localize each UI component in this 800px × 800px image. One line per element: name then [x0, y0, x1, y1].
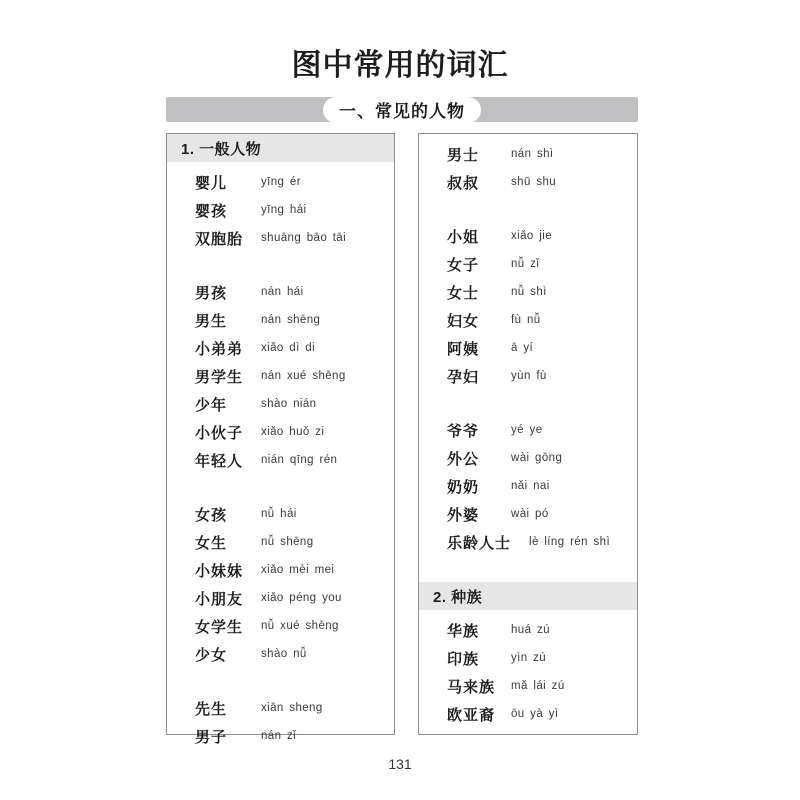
vocabulary-entry — [419, 500, 637, 528]
entry-list — [419, 610, 637, 728]
entry-pinyin: nǚ hái — [261, 508, 297, 520]
entry-hanzi: 男学生 — [195, 368, 244, 386]
entry-pinyin: huá zú — [511, 624, 550, 636]
entry-hanzi: 小姐 — [447, 228, 480, 246]
section-banner-label: 一、常见的人物 — [339, 102, 465, 121]
section-banner-pill — [323, 97, 481, 123]
entry-pinyin: nán zǐ — [261, 730, 297, 742]
entry-pinyin: ōu yà yì — [511, 708, 559, 720]
vocabulary-entry — [167, 528, 394, 556]
entry-hanzi: 小弟弟 — [195, 340, 244, 358]
vocabulary-entry — [419, 306, 637, 334]
entry-pinyin: nán shì — [511, 148, 554, 160]
page-number: 131 — [388, 756, 412, 772]
vocabulary-entry — [167, 334, 394, 362]
entry-pinyin: mǎ lái zú — [511, 680, 565, 692]
vocabulary-entry — [167, 612, 394, 640]
entry-hanzi: 男士 — [447, 146, 480, 164]
vocabulary-entry — [419, 140, 637, 168]
vocabulary-entry — [419, 278, 637, 306]
entry-hanzi: 男孩 — [195, 284, 228, 302]
vocabulary-entry — [167, 390, 394, 418]
vocabulary-entry — [419, 416, 637, 444]
page-title: 图中常用的词汇 — [291, 49, 509, 82]
entry-pinyin: xiǎo péng you — [261, 592, 342, 604]
entry-hanzi: 阿姨 — [447, 340, 480, 358]
entry-hanzi: 孕妇 — [447, 368, 480, 386]
entry-hanzi: 妇女 — [447, 312, 480, 330]
entry-pinyin: ā yí — [511, 342, 534, 354]
entry-pinyin: xiǎo mèi mei — [261, 564, 335, 576]
entry-pinyin: nǎi nai — [511, 480, 550, 492]
entry-pinyin: yìn zú — [511, 652, 547, 664]
entry-pinyin: lè líng rén shì — [529, 536, 611, 548]
group-header: 2. 种族 — [419, 582, 637, 610]
entry-pinyin: yīng ér — [261, 176, 301, 188]
entry-pinyin: nǚ shì — [511, 286, 547, 298]
vocabulary-entry — [419, 616, 637, 644]
vocabulary-entry — [419, 644, 637, 672]
entry-pinyin: nǚ xué shēng — [261, 620, 339, 632]
entry-hanzi: 外婆 — [447, 506, 480, 524]
vocabulary-entry — [419, 472, 637, 500]
entry-hanzi: 婴儿 — [195, 174, 228, 192]
vocabulary-entry — [419, 672, 637, 700]
entry-pinyin: shuāng bāo tāi — [261, 232, 347, 244]
entry-pinyin: shào nǚ — [261, 648, 307, 660]
entry-hanzi: 华族 — [447, 622, 480, 640]
entry-pinyin: yùn fù — [511, 370, 547, 382]
vocabulary-entry — [419, 528, 637, 556]
section-banner — [166, 97, 638, 122]
entry-list — [167, 162, 394, 750]
entry-hanzi: 爷爷 — [447, 422, 480, 440]
entry-pinyin: xiān sheng — [261, 702, 323, 714]
entry-pinyin: fù nǚ — [511, 314, 541, 326]
entry-hanzi: 叔叔 — [447, 174, 480, 192]
vocabulary-entry — [419, 222, 637, 250]
entry-pinyin: nán shēng — [261, 314, 321, 326]
entry-pinyin: wài gōng — [511, 452, 563, 464]
entry-hanzi: 外公 — [447, 450, 480, 468]
vocabulary-entry — [167, 500, 394, 528]
entry-hanzi: 女子 — [447, 256, 480, 274]
block-spacer — [167, 668, 394, 694]
vocabulary-entry — [167, 224, 394, 252]
entry-hanzi: 奶奶 — [447, 478, 480, 496]
entry-hanzi: 马来族 — [447, 678, 496, 696]
entry-hanzi: 婴孩 — [195, 202, 228, 220]
entry-pinyin: nǚ zǐ — [511, 258, 540, 270]
vocabulary-entry — [167, 278, 394, 306]
vocabulary-entry — [167, 446, 394, 474]
entry-pinyin: nián qīng rén — [261, 454, 338, 466]
entry-hanzi: 男子 — [195, 728, 228, 746]
entry-pinyin: xiǎo huǒ zi — [261, 426, 325, 438]
entry-pinyin: nǚ shēng — [261, 536, 314, 548]
vocabulary-entry — [167, 722, 394, 750]
entry-pinyin: shào nián — [261, 398, 317, 410]
block-spacer — [419, 196, 637, 222]
vocabulary-entry — [167, 556, 394, 584]
vocabulary-entry — [167, 168, 394, 196]
entry-pinyin: yīng hái — [261, 204, 307, 216]
vocabulary-entry — [167, 584, 394, 612]
entry-hanzi: 少女 — [195, 646, 228, 664]
entry-hanzi: 女学生 — [195, 618, 244, 636]
entry-pinyin: shū shu — [511, 176, 557, 188]
vocabulary-entry — [419, 362, 637, 390]
entry-hanzi: 年轻人 — [195, 452, 244, 470]
vocabulary-column-left — [166, 133, 395, 746]
entry-pinyin: nán hái — [261, 286, 304, 298]
group-header: 1. 一般人物 — [167, 134, 394, 162]
entry-list — [419, 134, 637, 556]
vocabulary-entry — [419, 444, 637, 472]
block-spacer — [419, 390, 637, 416]
block-spacer — [167, 252, 394, 278]
vocabulary-column-right — [418, 133, 638, 735]
entry-pinyin: xiǎo dì di — [261, 342, 316, 354]
entry-hanzi: 少年 — [195, 396, 228, 414]
entry-hanzi: 双胞胎 — [195, 230, 244, 248]
vocabulary-entry — [167, 640, 394, 668]
vocabulary-entry — [419, 250, 637, 278]
entry-pinyin: nán xué shēng — [261, 370, 346, 382]
entry-hanzi: 小伙子 — [195, 424, 244, 442]
entry-hanzi: 女士 — [447, 284, 480, 302]
entry-hanzi: 先生 — [195, 700, 228, 718]
entry-hanzi: 印族 — [447, 650, 480, 668]
vocabulary-entry — [419, 168, 637, 196]
vocabulary-entry — [167, 306, 394, 334]
vocabulary-entry — [167, 418, 394, 446]
vocabulary-entry — [167, 694, 394, 722]
entry-hanzi: 女生 — [195, 534, 228, 552]
entry-hanzi: 小妹妹 — [195, 562, 244, 580]
entry-pinyin: yé ye — [511, 424, 543, 436]
vocabulary-entry — [167, 362, 394, 390]
vocabulary-entry — [167, 196, 394, 224]
entry-hanzi: 男生 — [195, 312, 228, 330]
entry-hanzi: 欧亚裔 — [447, 706, 496, 724]
entry-hanzi: 小朋友 — [195, 590, 244, 608]
entry-hanzi: 女孩 — [195, 506, 228, 524]
block-spacer — [167, 474, 394, 500]
group-spacer — [419, 556, 637, 582]
vocabulary-entry — [419, 334, 637, 362]
vocabulary-entry — [419, 700, 637, 728]
entry-pinyin: xiǎo jie — [511, 230, 552, 242]
entry-pinyin: wài pó — [511, 508, 549, 520]
entry-hanzi: 乐龄人士 — [447, 534, 512, 552]
